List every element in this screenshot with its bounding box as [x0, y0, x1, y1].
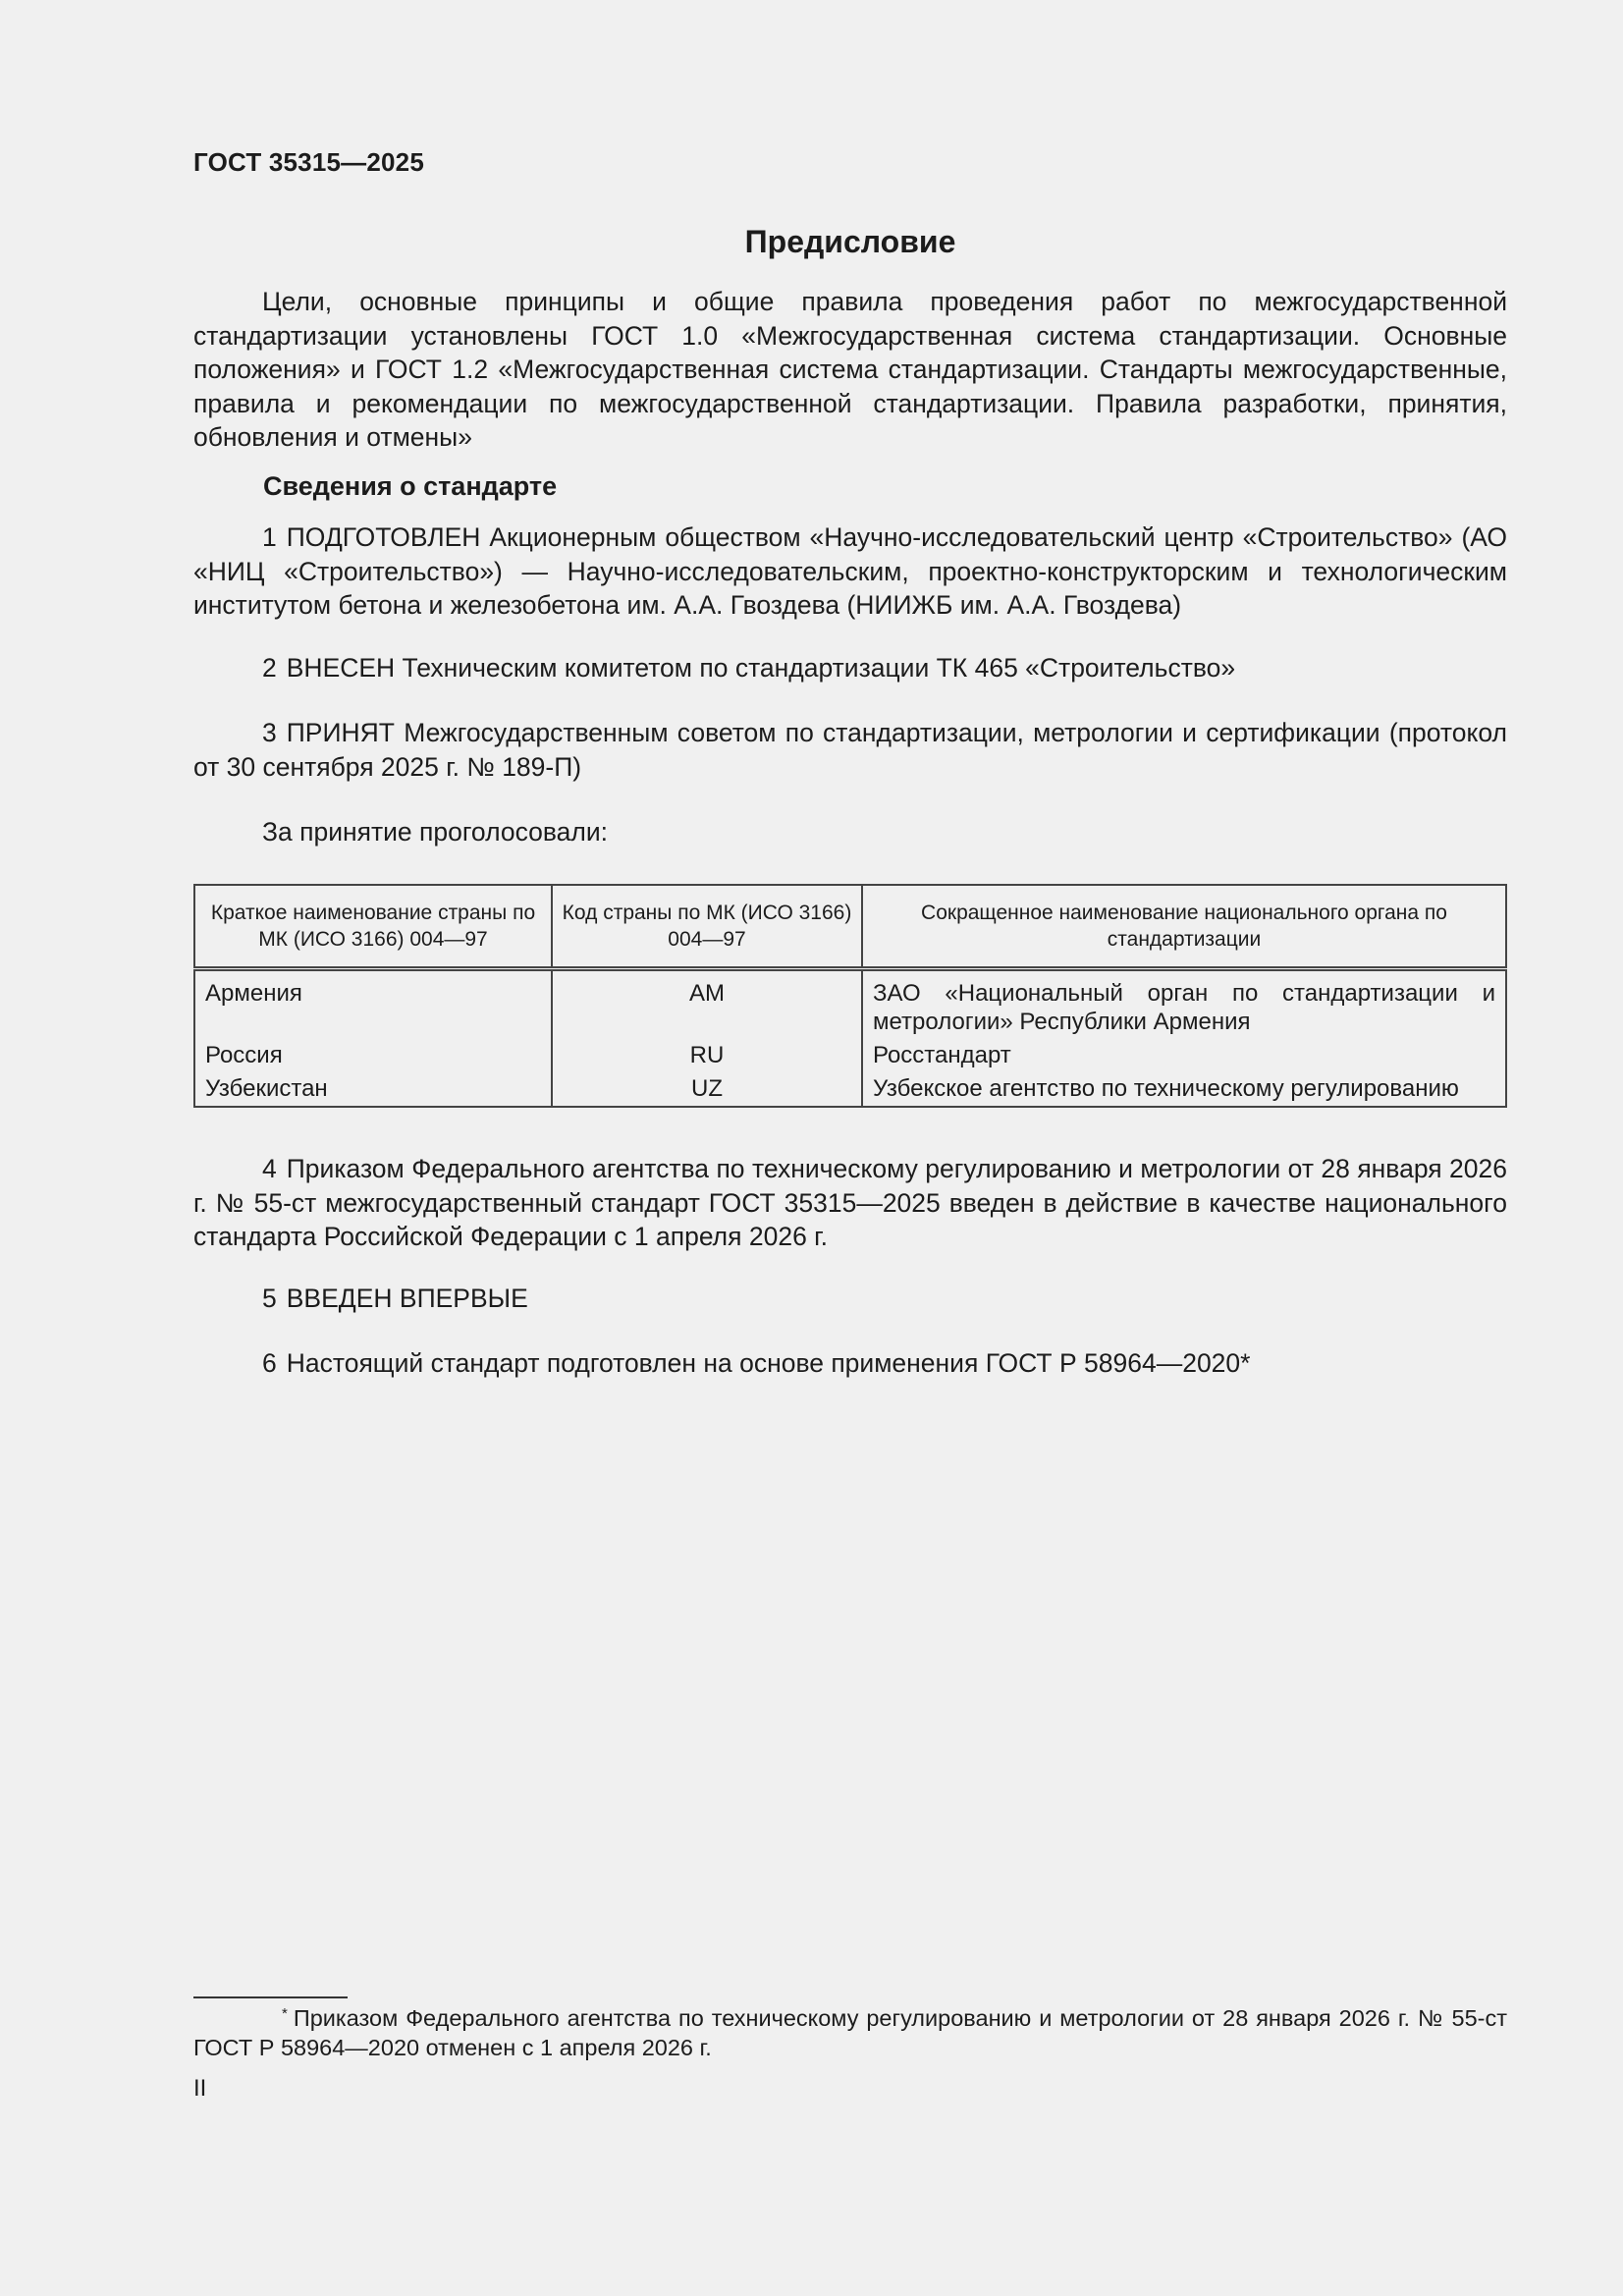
footnote-separator	[193, 1996, 348, 1998]
cell-body: Узбекское агентство по техническому регулированию	[862, 1072, 1506, 1107]
cell-country: Россия	[194, 1039, 552, 1072]
item-3	[193, 716, 1507, 784]
item-number: 6	[262, 1348, 277, 1378]
cell-code: RU	[552, 1039, 862, 1072]
footnote-mark: *	[282, 2005, 288, 2022]
cell-body: Росстандарт	[862, 1039, 1506, 1072]
item-number: 1	[262, 522, 277, 552]
header-national-body: Сокращенное наименование национального органа по стандартизации	[862, 885, 1506, 969]
item-text: Приказом Федерального агентства по техническому регулированию и метрологии от 28 января 2026 г. № 55-ст межгосударственный стандарт ГОСТ 35315—2025 введен в действие в качестве национального стандарта Российской Федерации с 1 апреля 2026 г.	[193, 1154, 1507, 1252]
item-4	[193, 1152, 1507, 1254]
table-header-row	[194, 885, 1506, 969]
item-2	[193, 651, 1507, 685]
footnote-text: Приказом Федерального агентства по техническому регулированию и метрологии от 28 января 2026 г. № 55-ст ГОСТ Р 58964—2020 отменен с 1 апреля 2026 г.	[193, 2005, 1507, 2060]
item-text: ВНЕСЕН Техническим комитетом по стандартизации ТК 465 «Строительство»	[286, 653, 1236, 683]
page-title: Предисловие	[744, 224, 956, 259]
page-number: II	[193, 2075, 207, 2102]
item-6	[193, 1346, 1507, 1381]
header-country-name: Краткое наименование страны по МК (ИСО 3166) 004—97	[194, 885, 552, 969]
item-number: 3	[262, 718, 277, 747]
cell-body: ЗАО «Национальный орган по стандартизации и метрологии» Республики Армения	[862, 969, 1506, 1040]
table-row	[194, 969, 1506, 1040]
intro-paragraph: Цели, основные принципы и общие правила проведения работ по межгосударственной стандартизации установлены ГОСТ 1.0 «Межгосударственная система стандартизации. Основные положения» и ГОСТ 1.2 «Межгосударственная система стандартизации. Стандарты межгосударственные, правила и рекомендации по межгосударственной стандартизации. Правила разработки, принятия, обновления и отмены»	[193, 287, 1507, 453]
footnote	[193, 2003, 1507, 2062]
section-subheading: Сведения о стандарте	[263, 471, 558, 501]
item-text: ПОДГОТОВЛЕН Акционерным обществом «Научно-исследовательский центр «Строительство» (АО «НИЦ «Строительство») — Научно-исследовательским, проектно-конструкторским и технологическим институтом бетона и железобетона им. А.А. Гвоздева (НИИЖБ им. А.А. Гвоздева)	[193, 522, 1507, 621]
table-row	[194, 1039, 1506, 1072]
cell-country: Узбекистан	[194, 1072, 552, 1107]
cell-country: Армения	[194, 969, 552, 1040]
item-text: ВВЕДЕН ВПЕРВЫЕ	[286, 1284, 528, 1313]
cell-code: UZ	[552, 1072, 862, 1107]
item-number: 4	[262, 1154, 277, 1183]
cell-code: AM	[552, 969, 862, 1040]
item-number: 2	[262, 653, 277, 683]
item-number: 5	[262, 1284, 277, 1313]
item-text: ПРИНЯТ Межгосударственным советом по стандартизации, метрологии и сертификации (протокол от 30 сентября 2025 г. № 189-П)	[193, 718, 1507, 782]
header-country-code: Код страны по МК (ИСО 3166) 004—97	[552, 885, 862, 969]
item-1	[193, 520, 1507, 623]
document-id: ГОСТ 35315—2025	[193, 147, 424, 177]
voting-table	[193, 884, 1507, 1108]
item-text: Настоящий стандарт подготовлен на основе применения ГОСТ Р 58964—2020*	[286, 1348, 1251, 1378]
vote-label: За принятие проголосовали:	[262, 817, 609, 847]
table-row	[194, 1072, 1506, 1107]
item-5	[193, 1282, 1507, 1316]
